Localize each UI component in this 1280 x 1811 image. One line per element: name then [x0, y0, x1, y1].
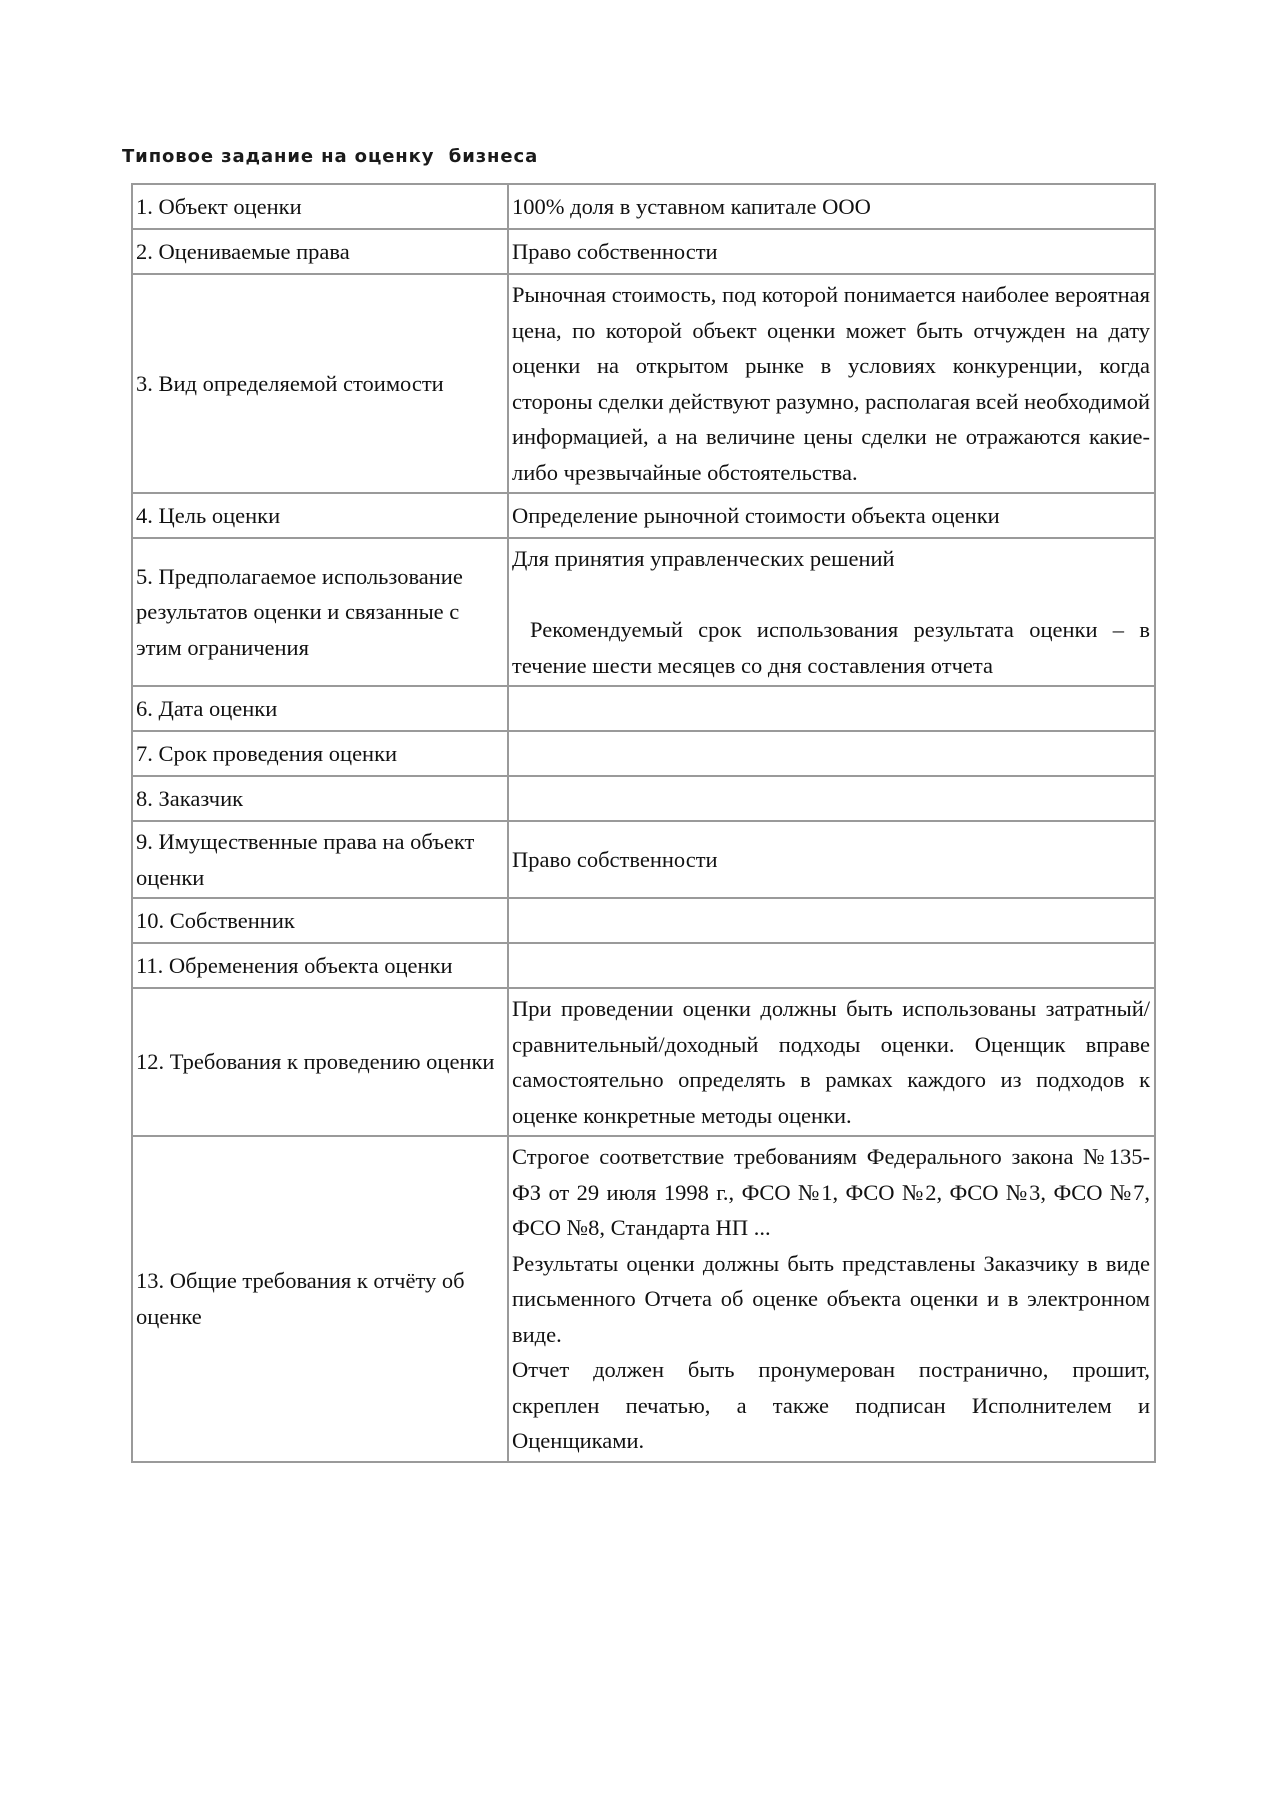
row-label: 8. Заказчик	[132, 776, 508, 821]
value-paragraph: При проведении оценки должны быть использованы затратный/сравнительный/доходный подходы оценки. Оценщик вправе самостоятельно определять в рамках каждого из подходов к оценке конкретные методы оценки.	[512, 996, 1150, 1128]
value-paragraph: Рыночная стоимость, под которой понимается наиболее вероятная цена, по которой объект оценки может быть отчужден на дату оценки на открытом рынке в условиях конкуренции, когда стороны сделки действуют разумно, располагая всей необходимой информацией, а на величине цены сделки не отражаются какие-либо чрезвычайные обстоятельства.	[512, 282, 1150, 485]
row-label: 7. Срок проведения оценки	[132, 731, 508, 776]
paragraph-spacer	[512, 577, 1150, 613]
value-paragraph: Для принятия управленческих решений	[512, 546, 895, 571]
row-label: 9. Имущественные права на объект оценки	[132, 821, 508, 898]
row-label: 2. Оцениваемые права	[132, 229, 508, 274]
value-paragraph: Рекомендуемый срок использования результата оценки – в течение шести месяцев со дня составления отчета	[512, 617, 1150, 678]
row-value-empty	[508, 943, 1155, 988]
table-row-customer	[132, 776, 1155, 821]
table-row-purpose	[132, 493, 1155, 538]
row-label: 6. Дата оценки	[132, 686, 508, 731]
row-value-empty	[508, 898, 1155, 943]
row-label: 5. Предполагаемое использование результатов оценки и связанные с этим ограничения	[132, 538, 508, 686]
value-paragraph: Отчет должен быть пронумерован постранично, прошит, скреплен печатью, а также подписан Исполнителем и Оценщиками.	[512, 1357, 1150, 1453]
row-value	[508, 1136, 1155, 1462]
value-paragraph: Результаты оценки должны быть представлены Заказчику в виде письменного Отчета об оценке объекта оценки и в электронном виде.	[512, 1250, 1150, 1347]
row-label: 10. Собственник	[132, 898, 508, 943]
row-value-empty	[508, 686, 1155, 731]
row-value-empty	[508, 776, 1155, 821]
row-value	[508, 274, 1155, 493]
value-paragraph: Определение рыночной стоимости объекта оценки	[512, 502, 1000, 528]
table-row-encumbrances	[132, 943, 1155, 988]
table-row-requirements	[132, 988, 1155, 1136]
row-label: 3. Вид определяемой стоимости	[132, 274, 508, 493]
value-paragraph: Право собственности	[512, 846, 718, 872]
row-value	[508, 184, 1155, 229]
value-paragraph: Строгое соответствие требованиям Федерального закона №135-ФЗ от 29 июля 1998 г., ФСО №1, ФСО №2, ФСО №3, ФСО №7, ФСО №8, Стандарта НП ...	[512, 1144, 1150, 1240]
row-label: 11. Обременения объекта оценки	[132, 943, 508, 988]
table-row-intended-use	[132, 538, 1155, 686]
row-value	[508, 988, 1155, 1136]
table-row-owner	[132, 898, 1155, 943]
row-label: 12. Требования к проведению оценки	[132, 988, 508, 1136]
row-value	[508, 229, 1155, 274]
value-paragraph: Право собственности	[512, 238, 718, 264]
table-row-value-type	[132, 274, 1155, 493]
row-value	[508, 821, 1155, 898]
row-label: 4. Цель оценки	[132, 493, 508, 538]
table-row-date	[132, 686, 1155, 731]
row-value	[508, 493, 1155, 538]
row-label: 13. Общие требования к отчёту об оценке	[132, 1136, 508, 1462]
table-row-property-rights	[132, 821, 1155, 898]
table-row-object	[132, 184, 1155, 229]
assessment-spec-table	[131, 183, 1156, 1463]
table-row-rights	[132, 229, 1155, 274]
row-label: 1. Объект оценки	[132, 184, 508, 229]
table-row-report-requirements	[132, 1136, 1155, 1462]
table-row-term	[132, 731, 1155, 776]
page-title: Типовое задание на оценку бизнеса	[122, 146, 539, 167]
row-value-empty	[508, 731, 1155, 776]
value-paragraph: 100% доля в уставном капитале ООО	[512, 193, 871, 219]
row-value	[508, 538, 1155, 686]
